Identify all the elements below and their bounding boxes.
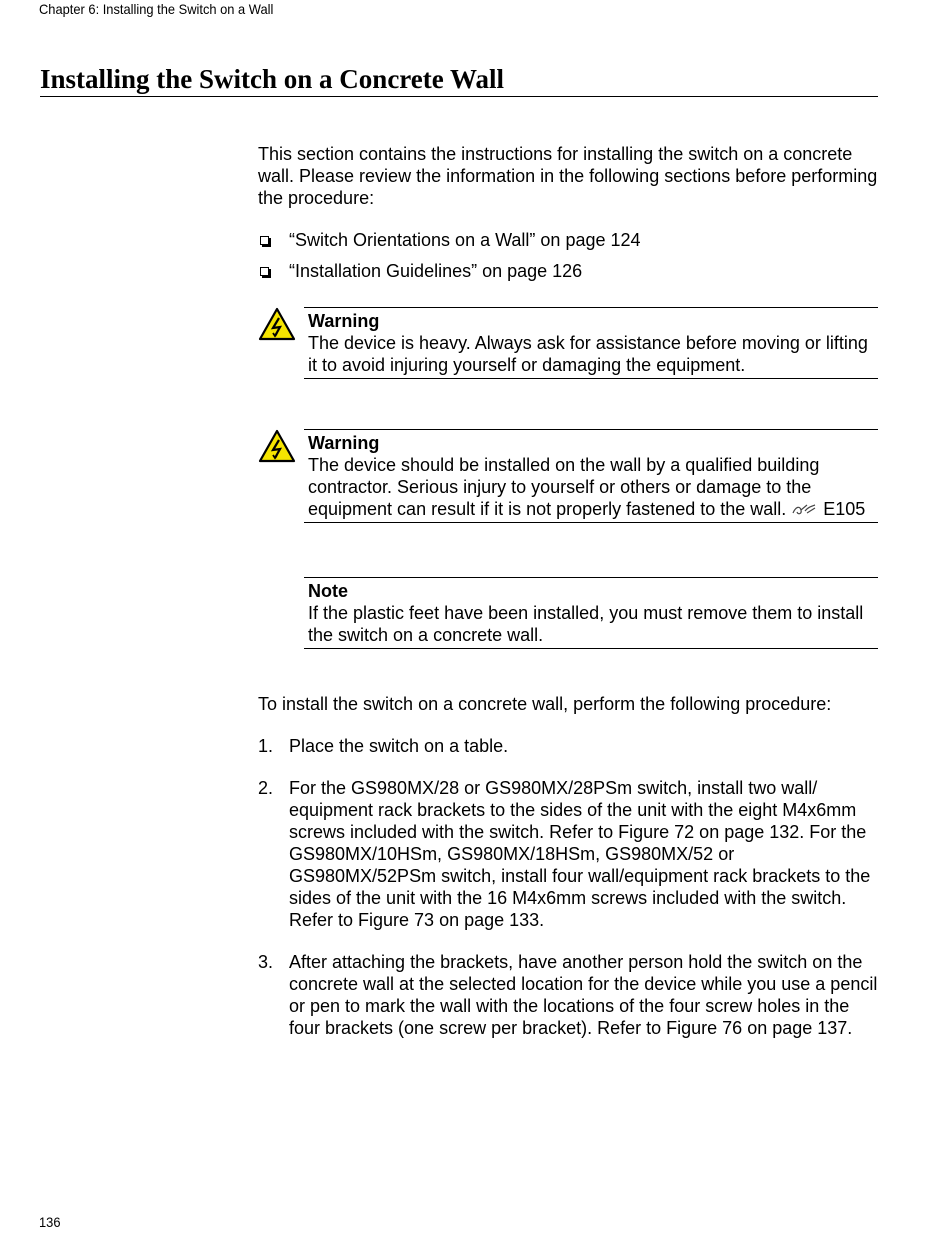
list-item xyxy=(258,229,878,251)
note-callout xyxy=(304,577,878,649)
reference-list xyxy=(258,229,878,291)
step-text: Place the switch on a table. xyxy=(289,736,509,756)
intro-paragraph: This section contains the instructions for installing the switch on a concrete wall. Please review the information in the following sections before performing the procedure: xyxy=(258,144,878,208)
checkbox-bullet-icon xyxy=(260,267,269,276)
list-item xyxy=(258,735,878,757)
list-item xyxy=(258,777,878,931)
page-number: 136 xyxy=(39,1214,61,1230)
warning-label: Warning xyxy=(308,311,380,331)
checkbox-bullet-icon xyxy=(260,236,269,245)
translation-reference-icon xyxy=(791,502,817,516)
list-item xyxy=(258,260,878,282)
step-text: After attaching the brackets, have another person hold the switch on the concrete wall at the selected location for the device while you use a pencil or pen to mark the wall with the locations of the four screw holes in the four brackets (one screw per bracket). Refer to Figure 76 on page 137. xyxy=(289,952,878,1038)
procedure-steps xyxy=(258,735,878,1059)
running-header: Chapter 6: Installing the Switch on a Wall xyxy=(39,1,274,17)
warning-electric-icon xyxy=(258,429,296,463)
warning-label: Warning xyxy=(308,433,380,453)
step-number: 3. xyxy=(258,952,274,972)
step-number: 1. xyxy=(258,736,274,756)
warning-electric-icon xyxy=(258,307,296,341)
warning-callout xyxy=(304,307,878,379)
list-item xyxy=(258,951,878,1039)
warning-text: The device should be installed on the wall by a qualified building contractor. Serious injury to yourself or others or damage to the equipment can result if it is not properly fastened to the wall. xyxy=(308,455,820,519)
translation-code: E105 xyxy=(823,499,866,519)
warning-callout xyxy=(304,429,878,523)
page-title: Installing the Switch on a Concrete Wall xyxy=(40,64,878,97)
step-text: For the GS980MX/28 or GS980MX/28PSm switch, install two wall/ equipment rack brackets to the sides of the unit with the eight M4x6mm screws included with the switch. Refer to Figure 72 on page 132. For the GS980MX/10HSm, GS980MX/18HSm, GS980MX/52 or GS980MX/52PSm switch, install four wall/equipment rack brackets to the sides of the unit with the 16 M4x6mm screws included with the switch. Refer to Figure 73 on page 133. xyxy=(289,778,871,930)
step-number: 2. xyxy=(258,778,274,798)
warning-text: The device is heavy. Always ask for assistance before moving or lifting it to avoid injuring yourself or damaging the equipment. xyxy=(308,333,868,375)
note-text: If the plastic feet have been installed, you must remove them to install the switch on a concrete wall. xyxy=(308,603,864,645)
procedure-intro: To install the switch on a concrete wall, perform the following procedure: xyxy=(258,694,832,714)
reference-link[interactable]: “Installation Guidelines” on page 126 xyxy=(289,261,583,281)
reference-link[interactable]: “Switch Orientations on a Wall” on page 124 xyxy=(289,230,641,250)
note-label: Note xyxy=(308,581,348,601)
